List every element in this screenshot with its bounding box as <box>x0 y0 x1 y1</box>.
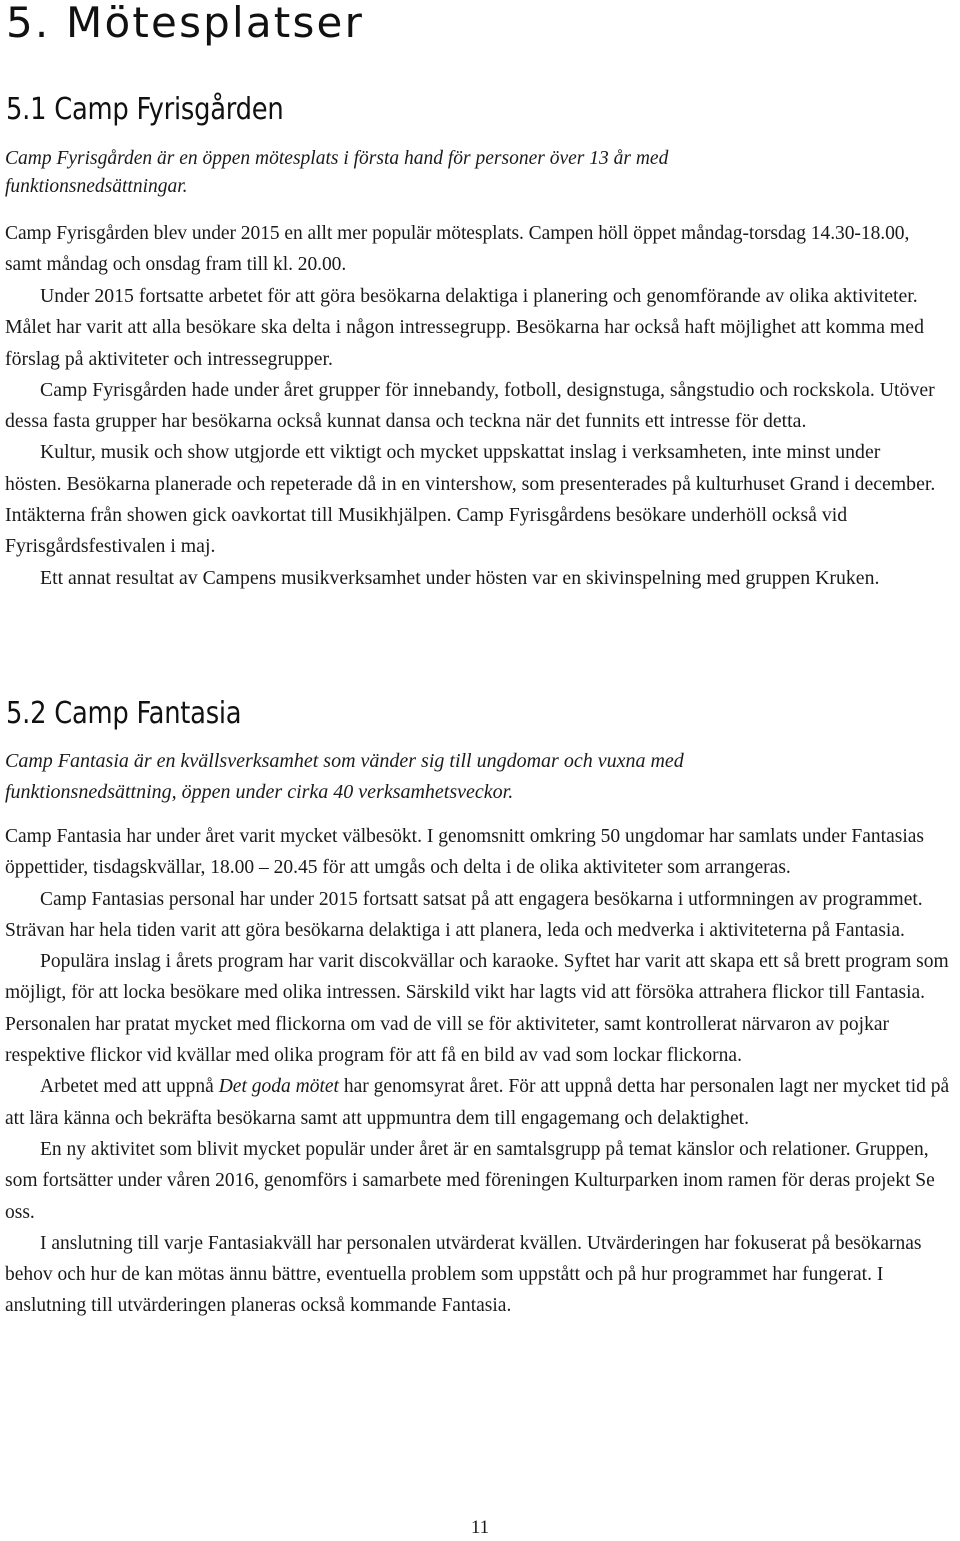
section-intro-camp-fyrisgarden: Camp Fyrisgården är en öppen mötesplats i första hand för personer över 13 år med funktionsnedsättningar. <box>5 148 669 197</box>
emphasized-phrase: Det goda mötet <box>218 1076 339 1098</box>
section-intro-camp-fantasia: Camp Fantasia är en kvällsverksamhet som vänder sig till ungdomar och vuxna med funktionsnedsättning, öppen under cirka 40 verksamhetsveckor. <box>5 750 684 803</box>
paragraph: Kultur, musik och show utgjorde ett viktigt och mycket uppskattat inslag i verksamheten, inte minst under hösten. Besökarna planerade och repeterade då in en vintershow, som presenterades på kulturhuset Grand i december. Intäkterna från showen gick oavkortat till Musikhjälpen. Camp Fyrisgårdens besökare underhöll också vid Fyrisgårdsfestivalen i maj. <box>5 441 936 558</box>
paragraph: En ny aktivitet som blivit mycket populär under året är en samtalsgrupp på temat känslor och relationer. Gruppen, som fortsätter under våren 2016, genomförs i samarbete med föreningen Kulturparken inom ramen för deras projekt Se oss. <box>5 1138 935 1223</box>
paragraph: I anslutning till varje Fantasiakväll har personalen utvärderat kvällen. Utvärderingen har fokuserat på besökarnas behov och hur de kan mötas ännu bättre, eventuella problem som uppstått och på hur programmet har fungerat. I anslutning till utvärderingen planeras också kommande Fantasia. <box>5 1232 922 1317</box>
paragraph-opening-hours: Camp Fyrisgården blev under 2015 en allt mer populär mötesplats. Campen höll öppet måndag-torsdag 14.30-18.00, samt måndag och onsdag fram till kl. 20.00. <box>5 223 910 275</box>
paragraph-det-goda-motet <box>5 1071 955 1134</box>
section-body-camp-fantasia <box>5 821 955 1322</box>
paragraph-text: har genomsyrat året. För att uppnå detta har personalen lagt ner mycket tid på att lära känna och bekräfta besökarna samt att uppmuntra dem till engagemang och delaktighet. <box>5 1076 950 1129</box>
paragraph: Populära inslag i årets program har varit discokvällar och karaoke. Syftet har varit att skapa ett så brett program som möjligt, för att locka besökare med olika intressen. Särskild vikt har lagts vid att försöka attrahera flickor till Fantasia. Personalen har pratat mycket med flickorna om vad de vill se för aktiviteter, samt kontrollerat närvaron av pojkar respektive flickor vid kvällar med olika program för att få en bild av vad som lockar flickorna. <box>5 951 949 1067</box>
paragraph: Camp Fyrisgården hade under året grupper för innebandy, fotboll, designstuga, sångstudio och rockskola. Utöver dessa fasta grupper har besökarna också kunnat dansa och teckna när det funnits ett intresse för detta. <box>5 378 935 433</box>
section-title-camp-fantasia: 5.2 Camp Fantasia <box>6 696 242 731</box>
section-title-camp-fyrisgarden: 5.1 Camp Fyrisgården <box>6 92 284 127</box>
section-body-camp-fyrisgarden <box>5 281 940 594</box>
paragraph: Ett annat resultat av Campens musikverksamhet under hösten var en skivinspelning med gruppen Kruken. <box>40 566 880 589</box>
paragraph: Camp Fantasias personal har under 2015 fortsatt satsat på att engagera besökarna i utformningen av programmet. Strävan har hela tiden varit att göra besökarna delaktiga i att planera, leda och medverka i aktiviteterna på Fantasia. <box>5 888 923 941</box>
chapter-title: 5. Mötesplatser <box>6 0 365 47</box>
page-number: 11 <box>470 1517 490 1538</box>
paragraph: Camp Fantasia har under året varit mycket välbesökt. I genomsnitt omkring 50 ungdomar har samlats under Fantasias öppettider, tisdagskvällar, 18.00 – 20.45 för att umgås och delta i de olika aktiviteter som arrangeras. <box>5 826 924 879</box>
paragraph-text: Arbetet med att uppnå <box>40 1076 219 1098</box>
paragraph: Under 2015 fortsatte arbetet för att göra besökarna delaktiga i planering och genomförande av olika aktiviteter. Målet har varit att alla besökare ska delta i någon intressegrupp. Besökarna har också haft möjlighet att komma med förslag på aktiviteter och intressegrupper. <box>5 285 924 370</box>
